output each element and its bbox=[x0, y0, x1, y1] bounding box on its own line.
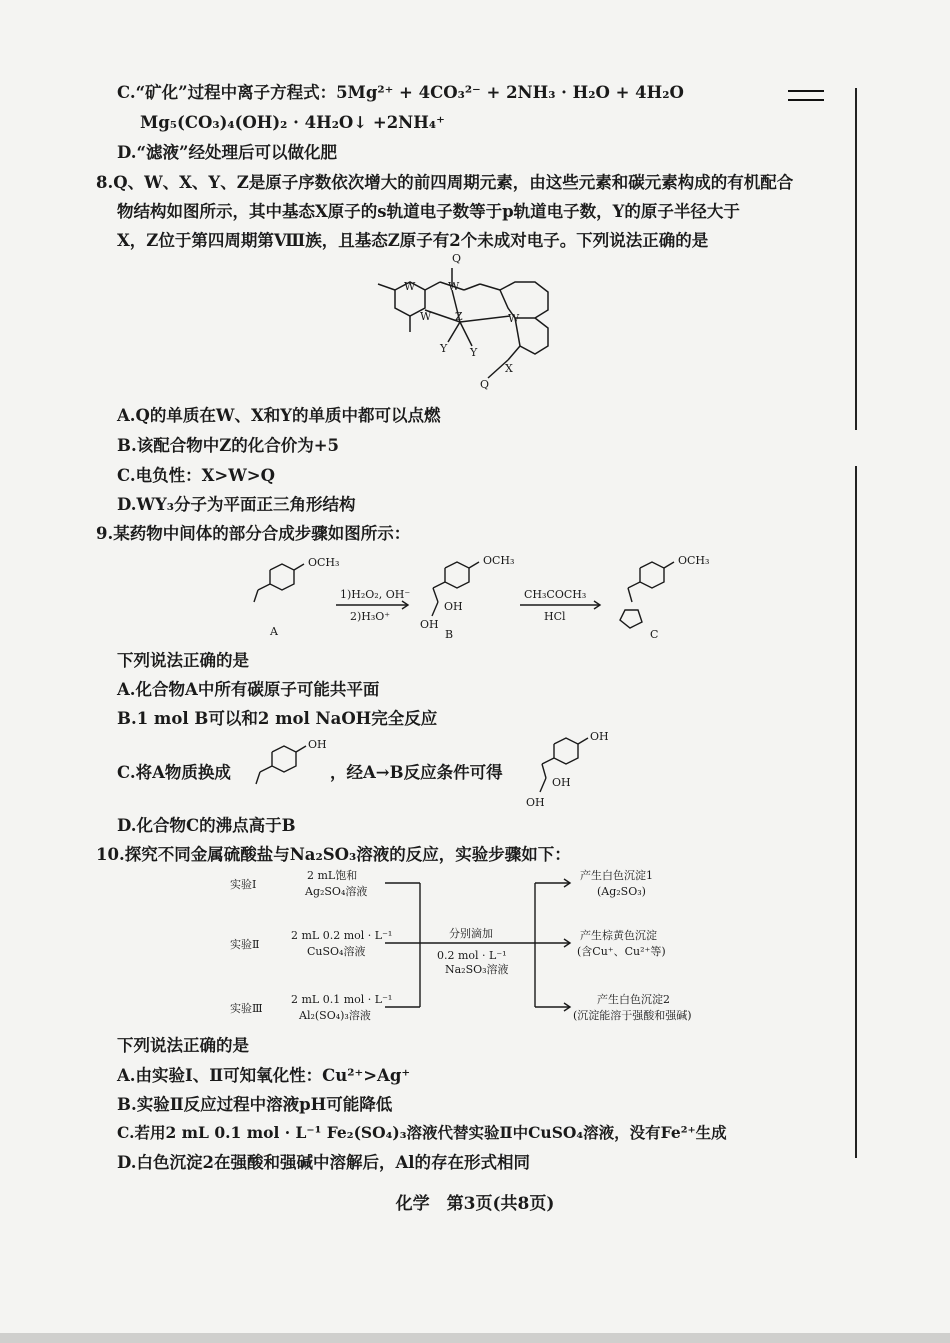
q7-option-c-line1: C.“矿化”过程中离子方程式：5Mg²⁺ + 4CO₃²⁻ + 2NH₃ · H₂O + 4H₂O bbox=[117, 83, 684, 102]
q9-option-c-structure-2 bbox=[514, 730, 624, 810]
step2-bottom-reagent: HCl bbox=[544, 610, 566, 623]
equilibrium-sign bbox=[788, 90, 824, 101]
exp3-reagent1: 2 mL 0.1 mol · L⁻¹ bbox=[291, 993, 393, 1006]
q9-option-b: B.1 mol B可以和2 mol NaOH完全反应 bbox=[117, 709, 438, 728]
x-label: X bbox=[505, 362, 513, 375]
z-label: Z bbox=[455, 310, 463, 323]
q10-option-d: D.白色沉淀2在强酸和强碱中溶解后，Al的存在形式相同 bbox=[117, 1153, 531, 1172]
exp3-result2: (沉淀能溶于强酸和强碱) bbox=[573, 1009, 692, 1022]
compound-c-label: C bbox=[650, 628, 659, 641]
q9-stem: 9.某药物中间体的部分合成步骤如图所示： bbox=[96, 524, 411, 543]
q8-complex-structure bbox=[360, 250, 590, 400]
q10-option-b: B.实验Ⅱ反应过程中溶液pH可能降低 bbox=[117, 1095, 393, 1114]
exp2-name: 实验Ⅱ bbox=[230, 938, 260, 951]
scan-bottom-band bbox=[0, 1333, 950, 1343]
b-och3: OCH₃ bbox=[483, 554, 515, 567]
compound-b-label: B bbox=[445, 628, 454, 641]
step1-top-reagent: 1)H₂O₂, OH⁻ bbox=[340, 588, 411, 601]
exp2-result1: 产生棕黄色沉淀 bbox=[580, 929, 657, 942]
q10-stem: 10.探究不同金属硫酸盐与Na₂SO₃溶液的反应，实验步骤如下： bbox=[96, 845, 571, 864]
page-edge-line bbox=[855, 88, 857, 1158]
q8-stem-line2: 物结构如图所示，其中基态X原子的s轨道电子数等于p轨道电子数，Y的原子半径大于 bbox=[117, 202, 740, 221]
q10-prompt: 下列说法正确的是 bbox=[117, 1036, 249, 1055]
q10-experiment-diagram bbox=[225, 865, 745, 1030]
q7-option-d: D.“滤液”经处理后可以做化肥 bbox=[117, 143, 337, 162]
c-och3: OCH₃ bbox=[678, 554, 710, 567]
step2-top-reagent: CH₃COCH₃ bbox=[524, 588, 587, 601]
q9-option-c-part1: C.将A物质换成 bbox=[117, 763, 231, 782]
b-oh-1: OH bbox=[444, 600, 463, 613]
exp2-reagent2: CuSO₄溶液 bbox=[307, 945, 366, 958]
q8-option-c: C.电负性：X>W>Q bbox=[117, 466, 275, 485]
opt-c-oh-3: OH bbox=[552, 776, 571, 789]
step1-bottom-reagent: 2)H₃O⁺ bbox=[350, 610, 391, 623]
arrow-label-mid: 0.2 mol · L⁻¹ bbox=[437, 949, 507, 962]
w-label-4: W bbox=[508, 312, 520, 325]
exp2-reagent1: 2 mL 0.2 mol · L⁻¹ bbox=[291, 929, 393, 942]
q9-option-c-structure-1 bbox=[244, 738, 344, 788]
exp3-result1: 产生白色沉淀2 bbox=[597, 993, 670, 1006]
exp3-reagent2: Al₂(SO₄)₃溶液 bbox=[299, 1009, 371, 1022]
exp2-result2: (含Cu⁺、Cu²⁺等) bbox=[577, 945, 666, 958]
q8-option-a: A.Q的单质在W、X和Y的单质中都可以点燃 bbox=[117, 406, 441, 425]
exp3-name: 实验Ⅲ bbox=[230, 1002, 263, 1015]
q-label-2: Q bbox=[480, 378, 490, 391]
opt-c-oh-2: OH bbox=[590, 730, 609, 743]
exp1-reagent1: 2 mL饱和 bbox=[307, 869, 358, 882]
q9-option-a: A.化合物A中所有碳原子可能共平面 bbox=[117, 680, 380, 699]
q9-prompt: 下列说法正确的是 bbox=[117, 651, 249, 670]
q7-option-c-line2: Mg₅(CO₃)₄(OH)₂ · 4H₂O↓ +2NH₄⁺ bbox=[140, 113, 445, 132]
arrow-label-bottom: Na₂SO₃溶液 bbox=[445, 963, 509, 976]
exp1-result2: (Ag₂SO₃) bbox=[597, 885, 646, 898]
compound-a-label: A bbox=[270, 625, 278, 638]
y-label-2: Y bbox=[470, 346, 478, 359]
arrow-label-top: 分别滴加 bbox=[449, 927, 493, 940]
q9-option-d: D.化合物C的沸点高于B bbox=[117, 816, 296, 835]
page-edge-gap bbox=[852, 430, 860, 466]
exp1-reagent2: Ag₂SO₄溶液 bbox=[305, 885, 368, 898]
exp1-result1: 产生白色沉淀1 bbox=[580, 869, 653, 882]
q9-option-c-part2: ，经A→B反应条件可得 bbox=[330, 763, 503, 782]
b-oh-2: OH bbox=[420, 618, 439, 631]
page-footer: 化学 第3页(共8页) bbox=[395, 1194, 555, 1214]
q10-option-a: A.由实验Ⅰ、Ⅱ可知氧化性：Cu²⁺>Ag⁺ bbox=[117, 1066, 411, 1085]
opt-c-oh-1: OH bbox=[308, 738, 327, 751]
q8-option-b: B.该配合物中Z的化合价为+5 bbox=[117, 436, 340, 455]
q8-stem-line3: X，Z位于第四周期第Ⅷ族，且基态Z原子有2个未成对电子。下列说法正确的是 bbox=[117, 231, 709, 250]
a-och3: OCH₃ bbox=[308, 556, 340, 569]
q-label: Q bbox=[452, 252, 462, 265]
y-label-1: Y bbox=[440, 342, 448, 355]
exp1-name: 实验Ⅰ bbox=[230, 878, 257, 891]
w-label-1: W bbox=[404, 280, 416, 293]
opt-c-oh-4: OH bbox=[526, 796, 545, 809]
q10-option-c: C.若用2 mL 0.1 mol · L⁻¹ Fe₂(SO₄)₃溶液代替实验Ⅱ中CuSO₄溶液，没有Fe²⁺生成 bbox=[117, 1123, 727, 1142]
q9-reaction-scheme bbox=[230, 550, 710, 645]
q8-option-d: D.WY₃分子为平面正三角形结构 bbox=[117, 495, 356, 514]
w-label-3: W bbox=[420, 310, 432, 323]
w-label-2: W bbox=[448, 280, 460, 293]
q8-stem-line1: 8.Q、W、X、Y、Z是原子序数依次增大的前四周期元素，由这些元素和碳元素构成的有机配合 bbox=[96, 173, 794, 192]
